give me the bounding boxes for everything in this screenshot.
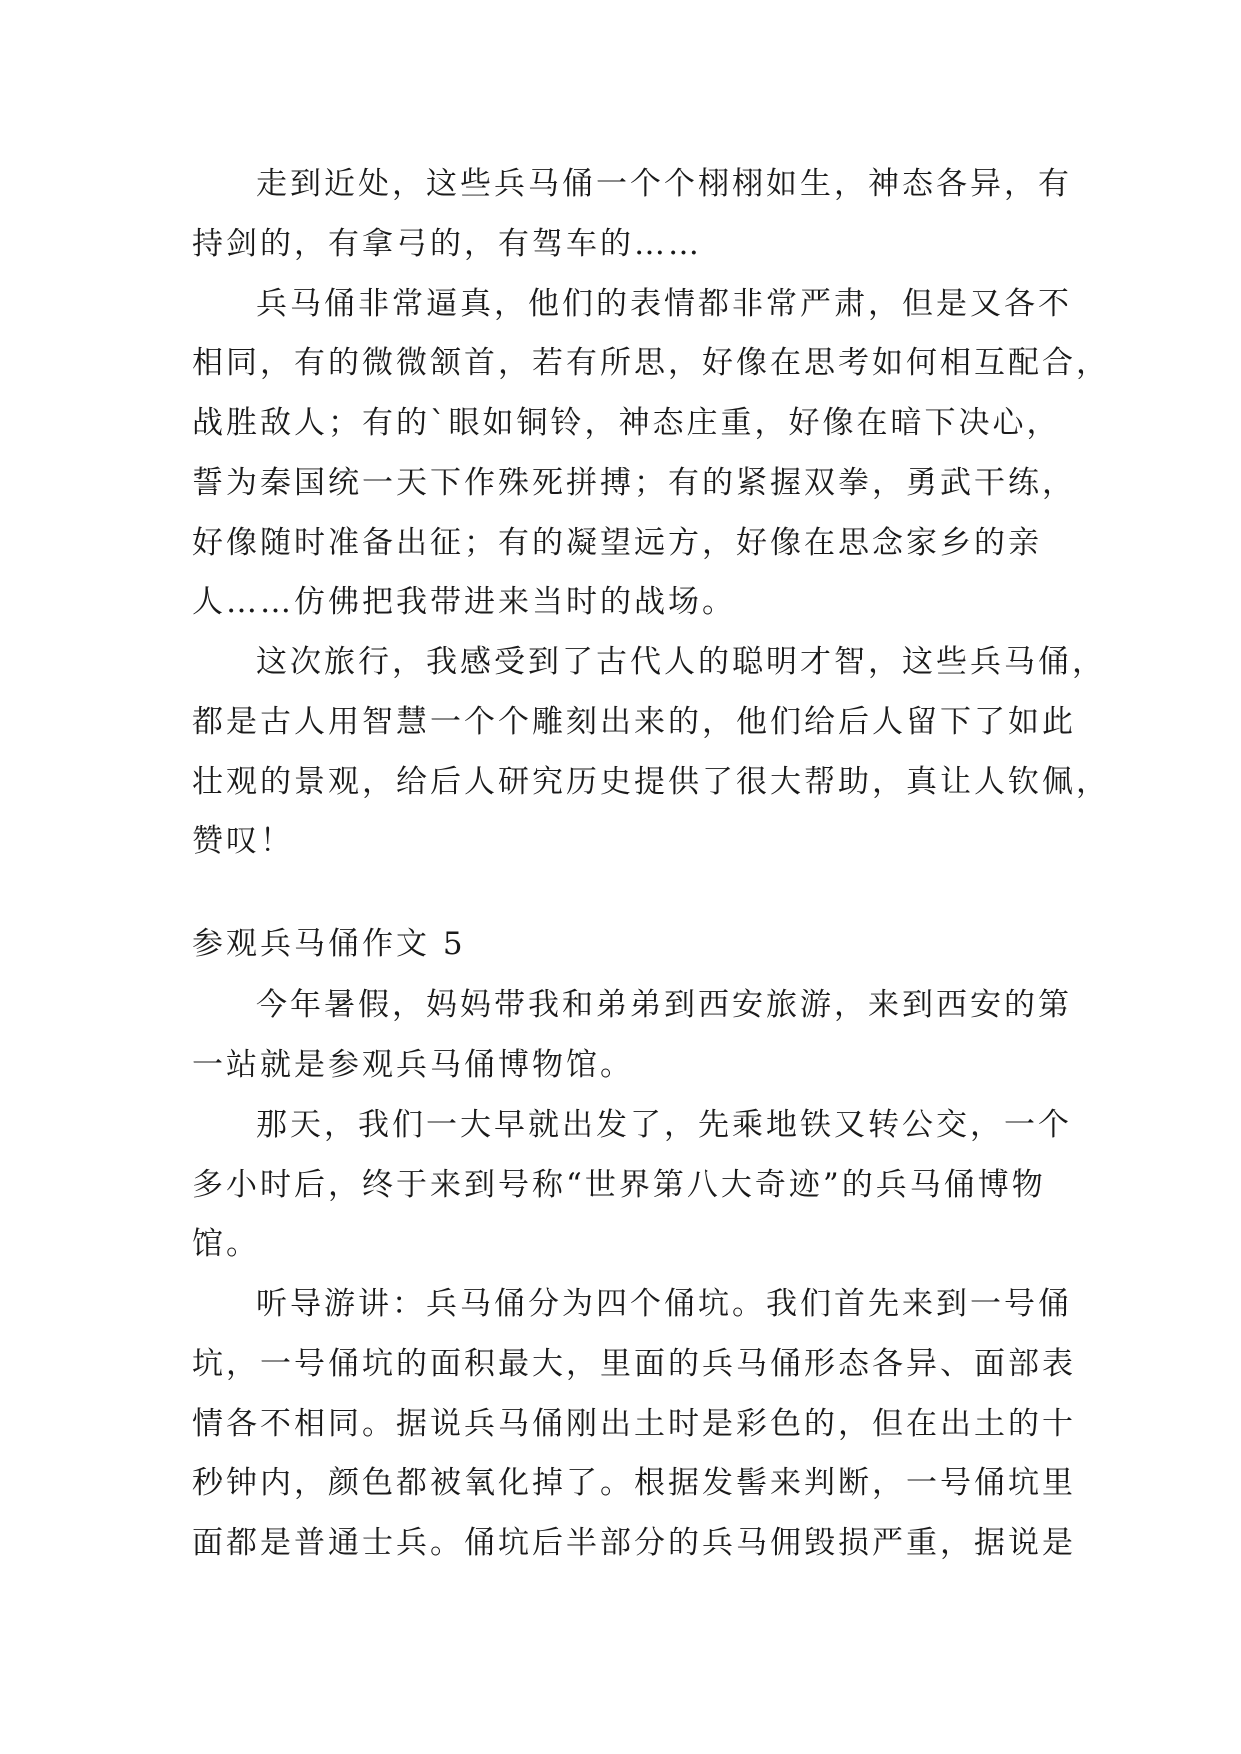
section-heading: 参观兵马俑作文 5: [192, 926, 466, 962]
paragraph-line: 坑，一号俑坑的面积最大，里面的兵马俑形态各异、面部表: [192, 1346, 1076, 1382]
paragraph-line: 情各不相同。据说兵马俑刚出土时是彩色的，但在出土的十: [192, 1406, 1076, 1442]
paragraph-line: 走到近处，这些兵马俑一个个栩栩如生，神态各异，有: [256, 166, 1072, 202]
paragraph-line: 面都是普通士兵。俑坑后半部分的兵马佣毁损严重，据说是: [192, 1525, 1076, 1561]
paragraph-line: 好像随时准备出征；有的凝望远方，好像在思念家乡的亲: [192, 525, 1042, 561]
paragraph-line: 兵马俑非常逼真，他们的表情都非常严肃，但是又各不: [256, 286, 1072, 322]
paragraph-line: 相同，有的微微颔首，若有所思，好像在思考如何相互配合，: [192, 345, 1110, 381]
paragraph-line: 都是古人用智慧一个个雕刻出来的，他们给后人留下了如此: [192, 704, 1076, 740]
paragraph-line: 秒钟内，颜色都被氧化掉了。根据发髻来判断，一号俑坑里: [192, 1465, 1076, 1501]
paragraph-line: 誓为秦国统一天下作殊死拼搏；有的紧握双拳，勇武干练，: [192, 465, 1076, 501]
paragraph-line: 多小时后，终于来到号称“世界第八大奇迹”的兵马俑博物: [192, 1167, 1046, 1203]
paragraph-line: 今年暑假，妈妈带我和弟弟到西安旅游，来到西安的第: [256, 987, 1072, 1023]
paragraph-line: 听导游讲：兵马俑分为四个俑坑。我们首先来到一号俑: [256, 1286, 1072, 1322]
paragraph-line: 壮观的景观，给后人研究历史提供了很大帮助，真让人钦佩，: [192, 764, 1110, 800]
paragraph-line: 一站就是参观兵马俑博物馆。: [192, 1047, 634, 1083]
paragraph-line: 这次旅行，我感受到了古代人的聪明才智，这些兵马俑，: [256, 644, 1106, 680]
paragraph-line: 馆。: [192, 1226, 260, 1262]
paragraph-line: 那天，我们一大早就出发了，先乘地铁又转公交，一个: [256, 1107, 1072, 1143]
paragraph-line: 持剑的，有拿弓的，有驾车的……: [192, 226, 702, 262]
paragraph-line: 战胜敌人；有的`眼如铜铃，神态庄重，好像在暗下决心，: [192, 405, 1061, 441]
paragraph-line: 人……仿佛把我带进来当时的战场。: [192, 584, 736, 620]
paragraph-line: 赞叹！: [192, 823, 294, 859]
